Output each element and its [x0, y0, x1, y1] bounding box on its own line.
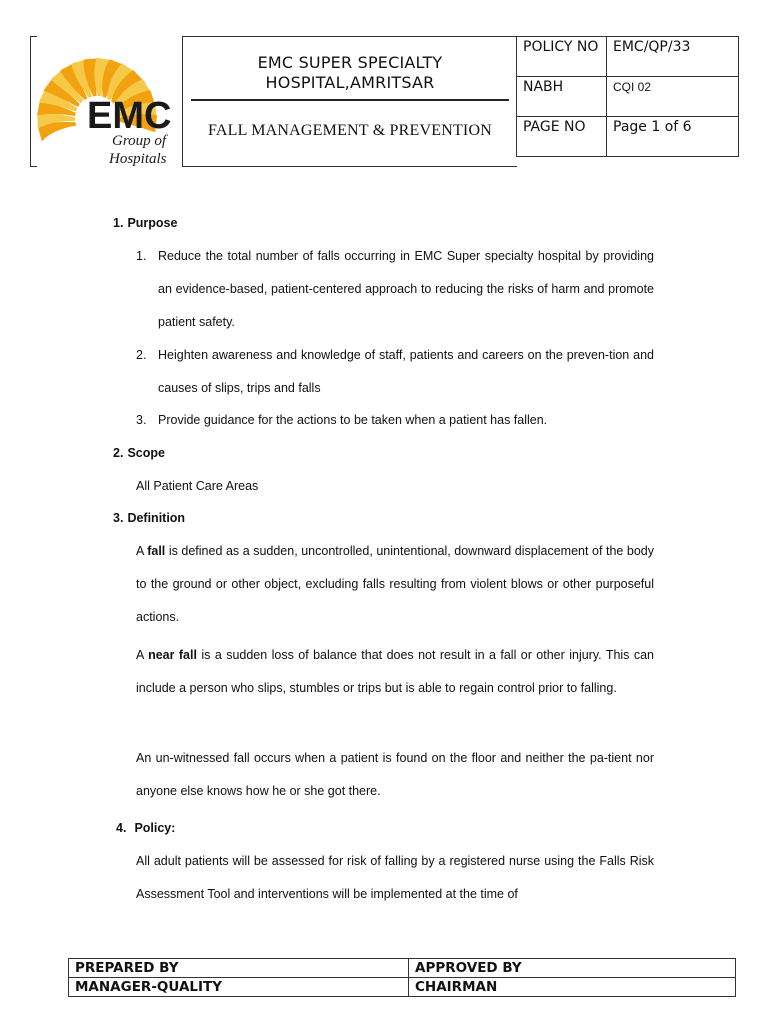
- meta-key: PAGE NO: [517, 117, 607, 157]
- definition-fall: [136, 535, 654, 634]
- meta-row-page: [517, 117, 739, 157]
- document-header: [30, 36, 739, 167]
- title-box: [182, 36, 517, 167]
- list-number: 3.: [136, 413, 147, 427]
- signoff-label-row: [69, 959, 736, 978]
- approved-by-value: CHAIRMAN: [409, 978, 736, 997]
- scope-text: All Patient Care Areas: [136, 479, 259, 493]
- hospital-name-line2: HOSPITAL,AMRITSAR: [265, 73, 435, 92]
- section-number: 1.: [113, 216, 124, 230]
- meta-row-policy: [517, 37, 739, 77]
- section-number: 3.: [113, 511, 124, 525]
- meta-value: CQI 02: [607, 77, 739, 117]
- section-heading-definition: [113, 511, 185, 525]
- logo-tagline-line2: Hospitals: [109, 151, 167, 167]
- emc-logo: [35, 36, 183, 167]
- definition-unwitnessed: An un-witnessed fall occurs when a patient is found on the floor and neither the pa-tient nor anyone else knows how he or she got there.: [136, 751, 654, 798]
- list-number: 2.: [136, 348, 147, 362]
- term-near-fall: near fall: [148, 648, 197, 662]
- meta-key: POLICY NO: [517, 37, 607, 77]
- hospital-name: [183, 53, 517, 93]
- text-run: A: [136, 648, 149, 662]
- prepared-by-label: PREPARED BY: [69, 959, 409, 978]
- section-heading-policy: [116, 821, 175, 835]
- policy-meta-table: [516, 36, 739, 157]
- section-number: 4.: [116, 821, 127, 835]
- prepared-by-value: MANAGER-QUALITY: [69, 978, 409, 997]
- document-title: FALL MANAGEMENT & PREVENTION: [208, 122, 492, 139]
- approved-by-label: APPROVED BY: [409, 959, 736, 978]
- term-fall: fall: [147, 544, 166, 558]
- section-heading-scope: [113, 446, 165, 460]
- meta-row-nabh: [517, 77, 739, 117]
- definition-near-fall: [136, 639, 654, 705]
- list-text: Heighten awareness and knowledge of staff, patients and careers on the preven-tion and causes of slips, trips and falls: [158, 348, 654, 395]
- meta-value: Page 1 of 6: [607, 117, 739, 157]
- section-heading-purpose: [113, 216, 177, 230]
- signoff-value-row: [69, 978, 736, 997]
- list-item: [136, 339, 654, 405]
- hospital-name-line1: EMC SUPER SPECIALTY: [257, 53, 443, 72]
- list-text: Reduce the total number of falls occurring in EMC Super specialty hospital by providing an evidence-based, patient-centered approach to reducing the risks of harm and promote patient safety.: [158, 249, 654, 329]
- logo-box: [30, 36, 183, 167]
- signoff-table: [68, 958, 736, 997]
- list-item: [136, 240, 654, 339]
- section-number: 2.: [113, 446, 124, 460]
- text-run: is a sudden loss of balance that does not result in a fall or other injury. This can include a person who slips, stumbles or trips but is able to regain control prior to falling.: [136, 648, 655, 695]
- section-title: Scope: [127, 446, 165, 460]
- logo-tagline-line1: Group of: [112, 133, 167, 149]
- policy-text: All adult patients will be assessed for risk of falling by a registered nurse using the Falls Risk Assessment Tool and interventions will be implemented at the time of: [136, 854, 654, 901]
- text-run: A: [136, 544, 148, 558]
- meta-key: NABH: [517, 77, 607, 117]
- list-text: Provide guidance for the actions to be taken when a patient has fallen.: [158, 413, 548, 427]
- section-title: Purpose: [127, 216, 178, 230]
- section-title: Definition: [127, 511, 186, 525]
- logo-brand-text: EMC: [87, 95, 172, 137]
- title-divider: [191, 99, 509, 101]
- text-run: is defined as a sudden, uncontrolled, unintentional, downward displacement of the body to the ground or other object, excluding falls resulting from violent blows or other purposeful actions.: [136, 544, 654, 624]
- meta-value: EMC/QP/33: [607, 37, 739, 77]
- section-title: Policy:: [134, 821, 176, 835]
- list-number: 1.: [136, 249, 147, 263]
- list-item: [136, 404, 654, 437]
